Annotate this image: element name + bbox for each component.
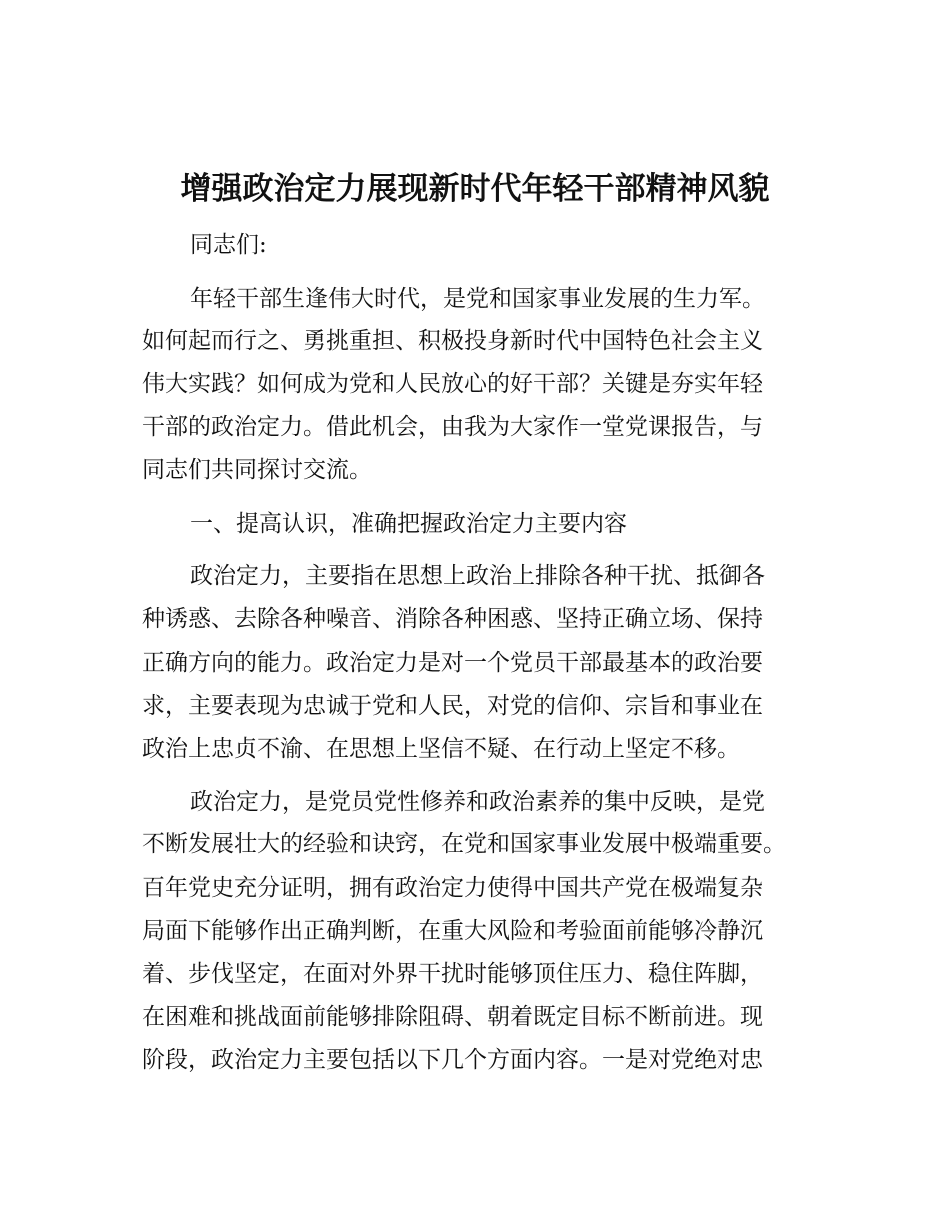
paragraph-3-line-3: 正确方向的能力。政治定力是对一个党员干部最基本的政治要 <box>142 650 763 676</box>
paragraph-4-line-6: 在困难和挑战面前能够排除阻碍、朝着既定目标不断前进。现 <box>142 1004 763 1030</box>
paragraph-4-line-3: 百年党史充分证明，拥有政治定力使得中国共产党在极端复杂 <box>142 875 763 901</box>
paragraph-1-line-4: 干部的政治定力。借此机会，由我为大家作一堂党课报告，与 <box>142 414 763 440</box>
paragraph-4-line-1: 政治定力，是党员党性修养和政治素养的集中反映，是党 <box>190 789 765 815</box>
paragraph-4-line-2: 不断发展壮大的经验和诀窍，在党和国家事业发展中极端重要。 <box>142 831 786 857</box>
paragraph-4-line-7: 阶段，政治定力主要包括以下几个方面内容。一是对党绝对忠 <box>142 1047 763 1073</box>
paragraph-1-line-1: 年轻干部生逢伟大时代，是党和国家事业发展的生力军。 <box>190 286 765 312</box>
paragraph-3-line-4: 求，主要表现为忠诚于党和人民，对党的信仰、宗旨和事业在 <box>142 693 763 719</box>
document-title: 增强政治定力展现新时代年轻干部精神风貌 <box>180 171 770 207</box>
paragraph-3-line-2: 种诱惑、去除各种噪音、消除各种困惑、坚持正确立场、保持 <box>142 606 763 632</box>
paragraph-3-line-1: 政治定力，主要指在思想上政治上排除各种干扰、抵御各 <box>190 563 765 589</box>
paragraph-4-line-5: 着、步伐坚定，在面对外界干扰时能够顶住压力、稳住阵脚， <box>142 961 763 987</box>
paragraph-1-line-2: 如何起而行之、勇挑重担、积极投身新时代中国特色社会主义 <box>142 328 763 354</box>
paragraph-1-line-3: 伟大实践？如何成为党和人民放心的好干部？关键是夯实年轻 <box>142 371 763 397</box>
salutation: 同志们: <box>190 232 267 258</box>
paragraph-3-line-5: 政治上忠贞不渝、在思想上坚信不疑、在行动上坚定不移。 <box>142 736 740 762</box>
paragraph-1-line-5: 同志们共同探讨交流。 <box>142 457 372 483</box>
paragraph-4-line-4: 局面下能够作出正确判断，在重大风险和考验面前能够冷静沉 <box>142 918 763 944</box>
section-heading-1: 一、提高认识，准确把握政治定力主要内容 <box>190 511 627 537</box>
